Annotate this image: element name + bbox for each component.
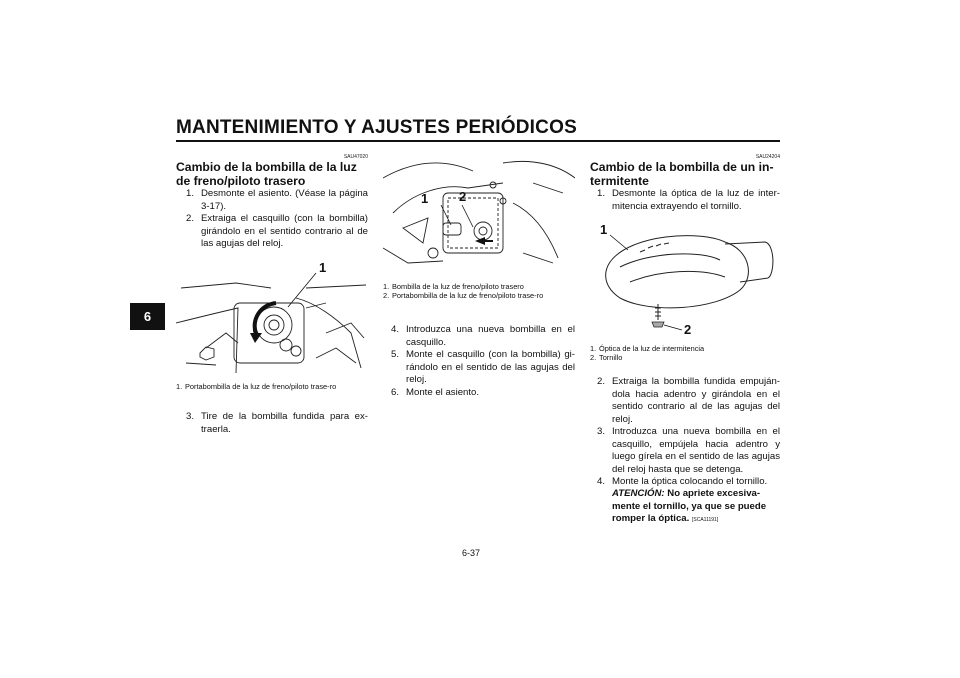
warning-code: [SCA11191]	[691, 517, 719, 523]
step-item	[597, 476, 780, 489]
section-title-line: Cambio de la bombilla de un in-	[590, 160, 774, 174]
caption-item	[383, 291, 575, 300]
step-item-text: Tire de la bombilla fundida para ex-traerla.	[201, 411, 368, 435]
steps-list	[597, 376, 780, 489]
caption-item-number: 1.	[176, 382, 183, 391]
figure-callout: 1	[600, 222, 608, 237]
chapter-tab: 6	[130, 303, 165, 330]
caption-item-text: Tornillo	[599, 353, 623, 363]
step-item	[391, 324, 575, 349]
step-item-text: Extraiga la bombilla fundida empuján-dola hacia adentro y girándola en el sentido contrario al de las agujas del reloj.	[612, 376, 780, 425]
step-item	[186, 213, 368, 251]
step-item-number: 1.	[186, 188, 195, 199]
caption-item-number: 2.	[383, 291, 390, 301]
step-item-number: 5.	[391, 349, 400, 360]
caption-item	[383, 282, 575, 291]
caption-item	[176, 382, 368, 391]
step-item-text: Introduzca una nueva bombilla en el casquillo, empújela hacia adentro y luego gírela en el sentido de las agujas del reloj hasta que se detenga.	[612, 426, 780, 475]
caption-item	[590, 344, 780, 353]
caption-item-number: 1.	[590, 344, 597, 353]
figure-brake-light-socket	[176, 263, 368, 378]
caption-item-text: Bombilla de la luz de freno/piloto trasero	[392, 282, 524, 291]
caption-item	[590, 353, 780, 362]
figure-callout: 2	[459, 189, 467, 204]
step-item	[391, 387, 575, 400]
header-rule	[176, 140, 780, 142]
step-item-number: 3.	[186, 411, 195, 422]
step-item	[597, 426, 780, 476]
figure-illustration	[176, 263, 368, 378]
step-item-number: 3.	[597, 426, 606, 437]
section-title-brake-light	[176, 160, 376, 188]
step-item	[391, 349, 575, 387]
caption-item-text: Óptica de la luz de intermitencia	[599, 344, 705, 353]
step-item-text: Monte el asiento.	[406, 386, 480, 398]
figure-callout: 1	[421, 191, 429, 206]
step-item-text: Monte el casquillo (con la bombilla) gi-rándolo en el sentido de las agujas del reloj.	[406, 349, 575, 385]
section-title-line: Cambio de la bombilla de la luz	[176, 160, 357, 174]
caption-item-text: Portabombilla de la luz de freno/piloto trase-ro	[392, 291, 544, 301]
step-item-number: 2.	[597, 376, 606, 387]
step-item-number: 4.	[391, 324, 400, 335]
step-item-text: Monte la óptica colocando el tornillo.	[612, 476, 768, 487]
figure-brake-light-bulb	[383, 153, 575, 278]
figure-caption	[383, 282, 575, 301]
figure-turn-signal	[590, 222, 780, 340]
steps-list	[391, 324, 575, 399]
caption-item-text: Portabombilla de la luz de freno/piloto trase-ro	[185, 382, 337, 391]
steps-list	[597, 188, 780, 213]
step-item	[597, 188, 780, 213]
figure-callout: 1	[319, 263, 327, 275]
steps-list	[186, 411, 368, 436]
steps-list	[186, 188, 368, 251]
step-item-text: Extraiga el casquillo (con la bombilla) girándolo en el sentido contrario al de las agujas del reloj.	[201, 213, 368, 249]
step-item	[597, 376, 780, 426]
step-item-text: Introduzca una nueva bombilla en el casquillo.	[406, 324, 575, 348]
section-code: SAU47020	[343, 154, 368, 160]
figure-illustration	[383, 153, 575, 278]
step-item-text: Desmonte la óptica de la luz de inter-mitencia extrayendo el tornillo.	[612, 188, 780, 212]
step-item-number: 6.	[391, 386, 400, 398]
step-item	[186, 411, 368, 436]
figure-caption	[176, 382, 368, 391]
page-title: MANTENIMIENTO Y AJUSTES PERIÓDICOS	[176, 117, 577, 138]
step-item-text: Desmonte el asiento. (Véase la página 3-17).	[201, 188, 368, 212]
step-item-number: 4.	[597, 476, 606, 487]
figure-caption	[590, 344, 780, 363]
warning-lead: ATENCIÓN:	[612, 488, 665, 499]
warning-body: No apriete excesiva-mente el tornillo, ya que se puede romper la óptica.	[612, 488, 767, 524]
step-item-number: 1.	[597, 188, 606, 199]
page-number: 6-37	[462, 548, 481, 558]
section-title-line: termitente	[590, 174, 649, 188]
figure-callout: 2	[684, 322, 692, 337]
caption-item-number: 1.	[383, 282, 390, 291]
section-code: SAU24204	[755, 154, 780, 160]
warning-note	[612, 488, 780, 527]
section-title-line: de freno/piloto trasero	[176, 174, 306, 188]
step-item	[186, 188, 368, 213]
section-title-turn-signal	[590, 160, 790, 188]
caption-item-number: 2.	[590, 353, 597, 363]
step-item-number: 2.	[186, 213, 195, 224]
